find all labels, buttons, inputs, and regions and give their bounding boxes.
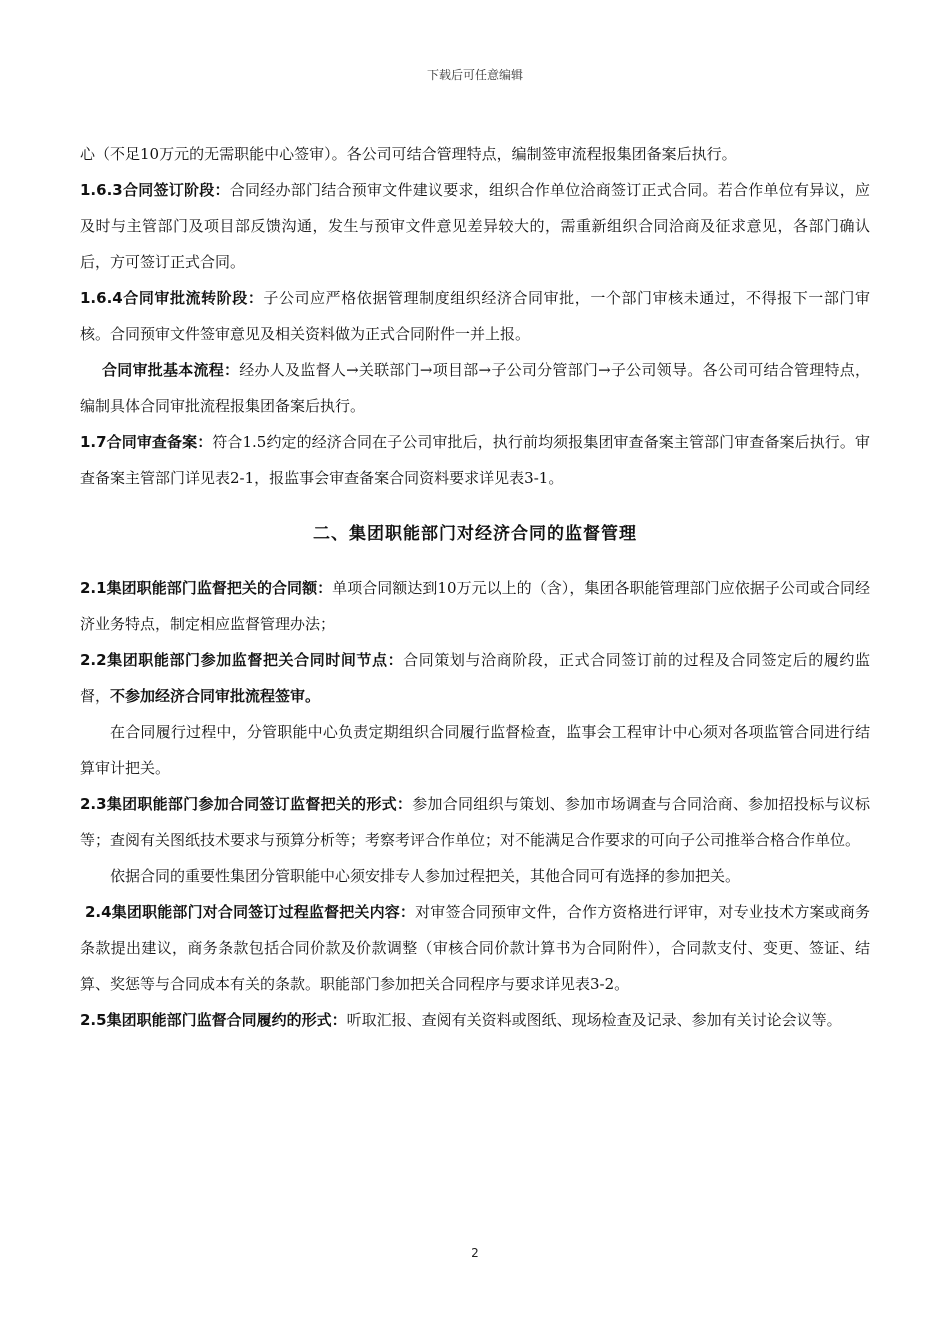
paragraph-text: 参加合同组织与策划、参加市场调查与合同洽商、参加招投标与议标等；查阅有关图纸技术要求与预算分析等；考察考评合作单位；对不能满足合作要求的可向子公司推举合格合作单位。 [80,795,870,849]
paragraph-text: 依据合同的重要性集团分管职能中心须安排专人参加过程把关，其他合同可有选择的参加把关。 [110,867,741,885]
paragraph-2-2 [80,642,870,714]
page-header-note: 下载后可任意编辑 [426,68,523,82]
paragraph-2-5 [80,1002,870,1038]
document-body [80,136,870,1038]
paragraph-heading: 1.6.3合同签订阶段： [80,181,230,199]
paragraph-heading: 2.4集团职能部门对合同签订过程监督把关内容： [85,903,416,921]
paragraph-text: 合同策划与洽商阶段，正式合同签订前的过程及合同签定后的履约监督， [80,651,870,705]
paragraph-2-1 [80,570,870,642]
paragraph-heading: 2.1集团职能部门监督把关的合同额： [80,579,333,597]
page-number: 2 [471,1246,479,1260]
paragraph-heading: 1.7合同审查备案： [80,433,213,451]
paragraph-heading: 合同审批基本流程： [102,361,240,379]
paragraph-importance [80,858,870,894]
paragraph-heading: 1.6.4合同审批流转阶段： [80,289,264,307]
paragraph-text: 经办人及监督人→关联部门→项目部→子公司分管部门→子公司领导。各公司可结合管理特点，编制具体合同审批流程报集团备案后执行。 [80,361,870,415]
paragraph-1-6-4 [80,280,870,352]
paragraph-continuation [80,136,870,172]
paragraph-1-6-3 [80,172,870,280]
paragraph-heading: 2.5集团职能部门监督合同履约的形式： [80,1011,347,1029]
paragraph-bold-tail: 不参加经济合同审批流程签审。 [110,687,321,705]
paragraph-text: 符合1.5约定的经济合同在子公司审批后，执行前均须报集团审查备案主管部门审查备案后执行。审查备案主管部门详见表2-1，报监事会审查备案合同资料要求详见表3-1。 [80,433,870,487]
paragraph-heading: 2.3集团职能部门参加合同签订监督把关的形式： [80,795,413,813]
paragraph-contract-performance [80,714,870,786]
paragraph-text: 合同经办部门结合预审文件建议要求，组织合作单位洽商签订正式合同。若合作单位有异议，应及时与主管部门及项目部反馈沟通，发生与预审文件意见差异较大的，需重新组织合同洽商及征求意见，各部门确认后，方可签订正式合同。 [80,181,870,271]
paragraph-1-7 [80,424,870,496]
paragraph-text: 心（不足10万元的无需职能中心签审）。各公司可结合管理特点，编制签审流程报集团备案后执行。 [80,145,737,163]
paragraph-text: 在合同履行过程中，分管职能中心负责定期组织合同履行监督检查，监事会工程审计中心须对各项监管合同进行结算审计把关。 [80,723,870,777]
paragraph-approval-flow [80,352,870,424]
paragraph-2-4 [80,894,870,1002]
section-title: 二、集团职能部门对经济合同的监督管理 [313,524,637,544]
paragraph-text: 听取汇报、查阅有关资料或图纸、现场检查及记录、参加有关讨论会议等。 [346,1011,842,1029]
paragraph-text: 单项合同额达到10万元以上的（含），集团各职能管理部门应依据子公司或合同经济业务特点，制定相应监督管理办法； [80,579,871,633]
paragraph-2-3 [80,786,870,858]
paragraph-text: 子公司应严格依据管理制度组织经济合同审批，一个部门审核未通过，不得报下一部门审核。合同预审文件签审意见及相关资料做为正式合同附件一并上报。 [80,289,870,343]
paragraph-text: 对审签合同预审文件，合作方资格进行评审，对专业技术方案或商务条款提出建议，商务条款包括合同价款及价款调整（审核合同价款计算书为合同附件），合同款支付、变更、签证、结算、奖惩等与合同成本有关的条款。职能部门参加把关合同程序与要求详见表3-2。 [80,903,870,993]
paragraph-heading: 2.2集团职能部门参加监督把关合同时间节点： [80,651,404,669]
